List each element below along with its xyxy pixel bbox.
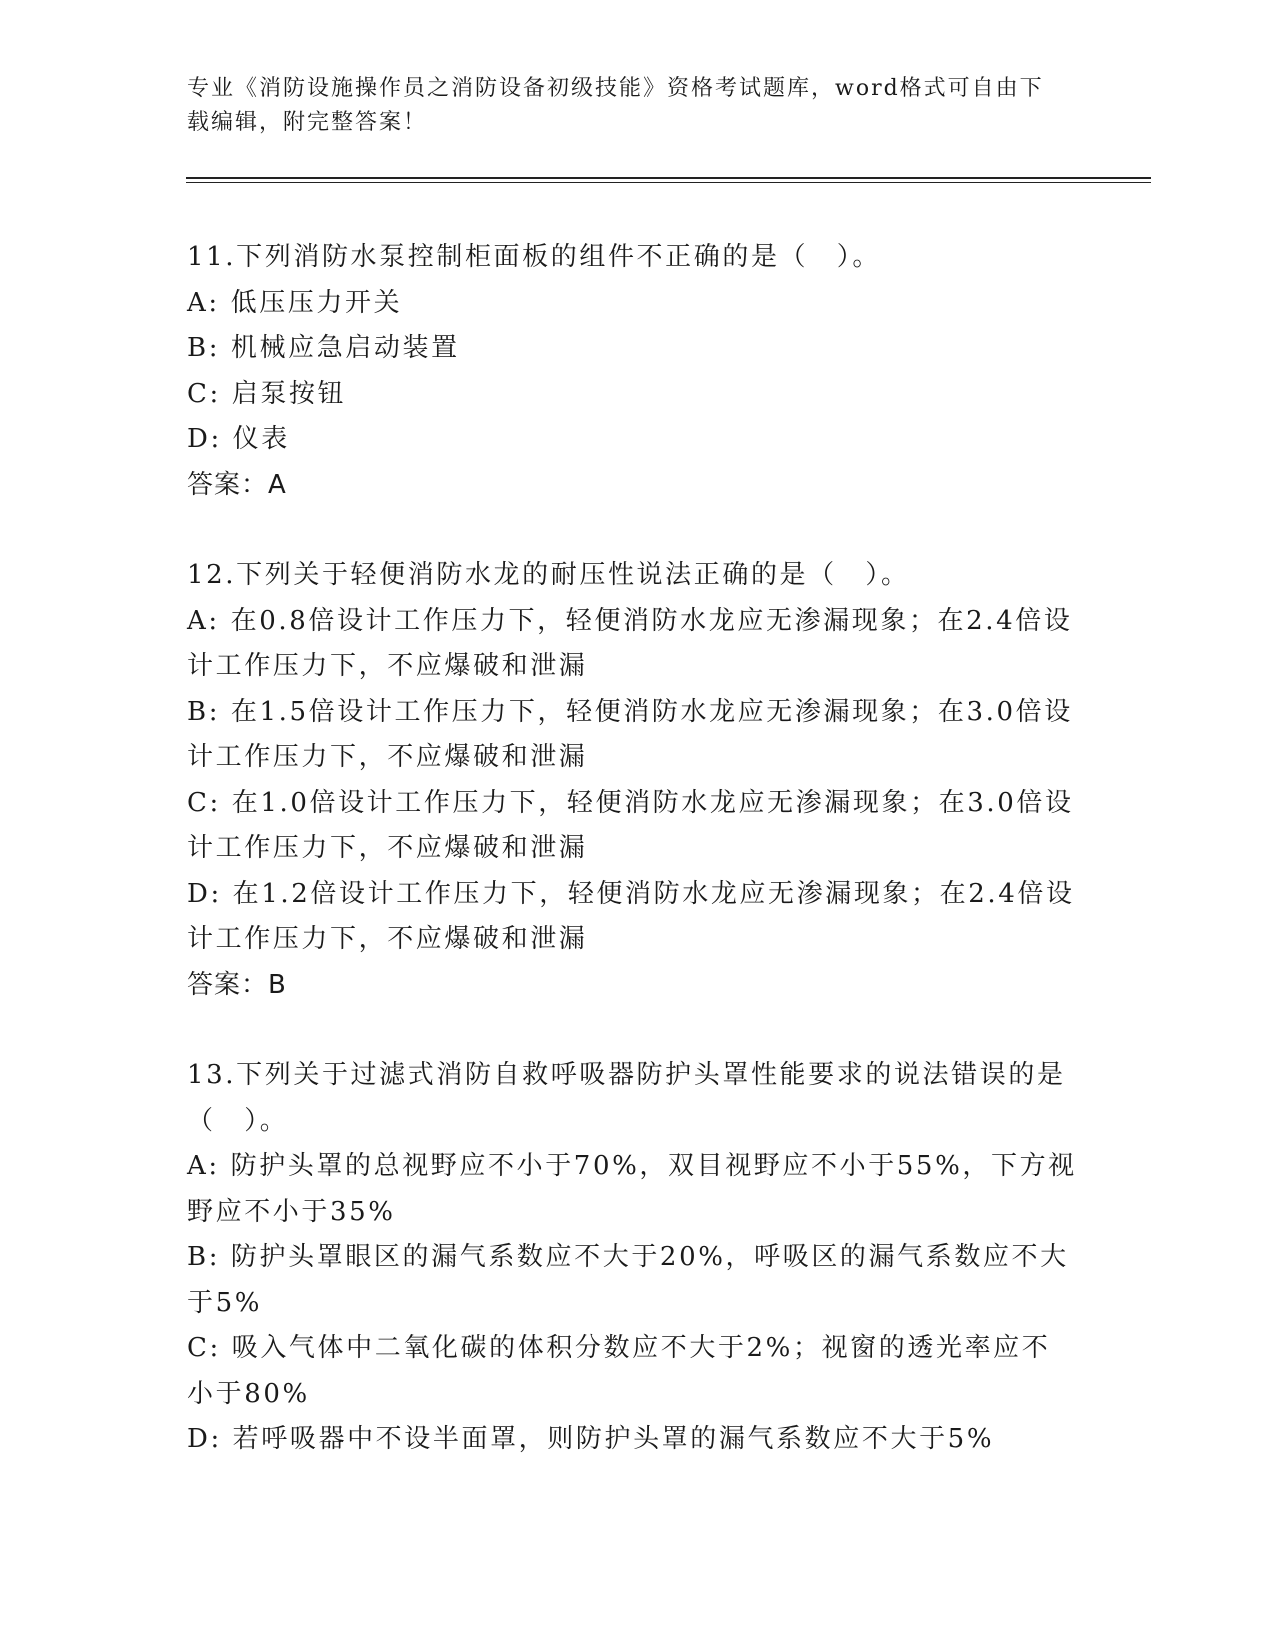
question-stem: 11.下列消防水泵控制柜面板的组件不正确的是（ ）。: [187, 242, 881, 272]
option-c: C: 在1.0倍设计工作压力下，轻便消防水龙应无渗漏现象；在3.0倍设计工作压力下，不应爆破和泄漏: [187, 787, 1074, 863]
question-12: [187, 553, 1077, 1008]
header-rule-thick: [186, 177, 1151, 179]
question-13: [187, 1053, 1077, 1463]
option-a: A: 低压压力开关: [187, 287, 403, 318]
question-11: [187, 235, 1077, 508]
option-a: A: 在0.8倍设计工作压力下，轻便消防水龙应无渗漏现象；在2.4倍设计工作压力下，不应爆破和泄漏: [187, 605, 1073, 681]
option-c: C: 启泵按钮: [187, 378, 347, 409]
header-line-1: 专业《消防设施操作员之消防设备初级技能》资格考试题库，word格式可自由下: [187, 76, 1044, 101]
option-b: B: 机械应急启动装置: [187, 333, 460, 363]
question-list: [187, 235, 1077, 1508]
option-d: D: 若呼吸器中不设半面罩，则防护头罩的漏气系数应不大于5%: [187, 1424, 995, 1454]
question-stem: 12.下列关于轻便消防水龙的耐压性说法正确的是（ ）。: [187, 560, 910, 590]
document-header: [187, 72, 1067, 140]
header-rule-thin: [186, 182, 1151, 183]
option-a: A: 防护头罩的总视野应不小于70%，双目视野应不小于55%，下方视野应不小于35%: [187, 1151, 1077, 1227]
question-stem: 13.下列关于过滤式消防自救呼吸器防护头罩性能要求的说法错误的是（ ）。: [187, 1060, 1066, 1136]
header-line-2: 载编辑，附完整答案！: [187, 110, 428, 135]
option-d: D: 仪表: [187, 424, 290, 454]
answer-label: 答案：B: [187, 969, 287, 1000]
answer-label: 答案：A: [187, 469, 287, 500]
option-d: D: 在1.2倍设计工作压力下，轻便消防水龙应无渗漏现象；在2.4倍设计工作压力下，不应爆破和泄漏: [187, 878, 1075, 954]
option-b: B: 防护头罩眼区的漏气系数应不大于20%，呼吸区的漏气系数应不大于5%: [187, 1242, 1069, 1318]
option-c: C: 吸入气体中二氧化碳的体积分数应不大于2%；视窗的透光率应不小于80%: [187, 1333, 1051, 1409]
option-b: B: 在1.5倍设计工作压力下，轻便消防水龙应无渗漏现象；在3.0倍设计工作压力下，不应爆破和泄漏: [187, 696, 1073, 772]
